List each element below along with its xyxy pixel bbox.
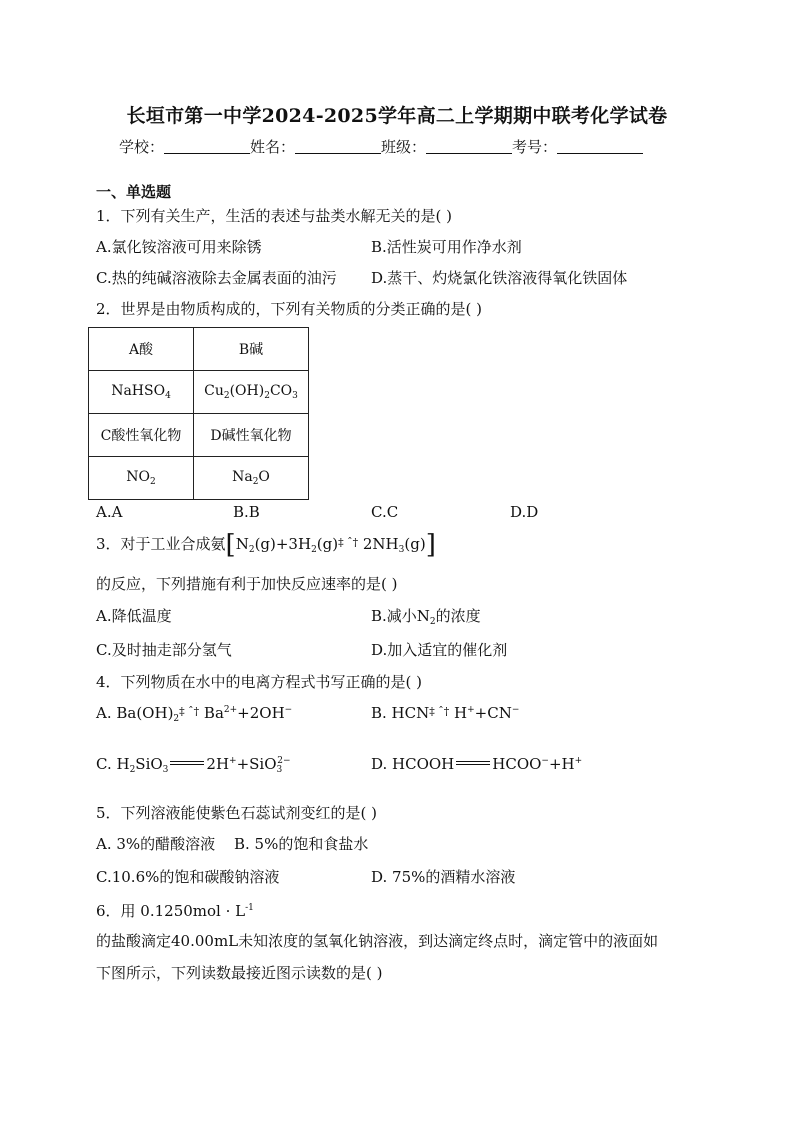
class-label: 班级： [381,138,427,156]
table-cell-acidic-oxide-header: C酸性氧化物 [89,414,194,457]
equals-arrow-icon [170,761,204,765]
q3-stem: 3．对于工业合成氨[$N_2(g)+3H_2(g)\ddagger$ ˆ† $2NH_3(g)$] [96,530,436,560]
page-title: 长垣市第一中学2024-2025学年高二上学期期中联考化学试卷 [126,105,668,127]
q1-option-d[interactable]: D.蒸干、灼烧氯化铁溶液得氧化铁固体 [371,269,628,287]
reversible-arrow-icon: ‡ ˆ† [429,705,450,718]
exam-number-blank[interactable] [557,139,643,154]
q3-equation: $N_2(g)+3H_2(g)\ddagger$ ˆ† $2NH_3(g)$ [235,535,426,555]
q6-stem-line3: 下图所示，下列读数最接近图示读数的是( ) [96,964,383,982]
q1-option-a[interactable]: A.氯化铵溶液可用来除锈 [96,238,262,256]
q4-stem: 4．下列物质在水中的电离方程式书写正确的是( ) [96,673,423,691]
q6-stem: 6．用 $0.1250mol \cdot L^{-1}$ [96,902,254,920]
table-cell-basic-oxide-header: D碱性氧化物 [194,414,309,457]
table-cell-basic-oxide-value: $Na_2O$ [194,457,309,500]
q2-stem: 2．世界是由物质构成的，下列有关物质的分类正确的是( ) [96,300,483,318]
q2-option-c[interactable]: C.C [371,503,399,521]
q3-option-d[interactable]: D.加入适宜的催化剂 [371,641,508,659]
q3-stem-continued: 的反应，下列措施有利于加快反应速率的是( ) [96,575,398,593]
q6-stem-line2: 的盐酸滴定40.00mL未知浓度的氢氧化钠溶液，到达滴定终点时，滴定管中的液面如 [96,932,659,950]
q2-option-a[interactable]: A.A [96,503,123,521]
q5-stem: 5．下列溶液能使紫色石蕊试剂变红的是( ) [96,804,378,822]
q3-option-a[interactable]: A.降低温度 [96,607,172,625]
table-cell-acid-header: A酸 [89,328,194,371]
q2-option-b[interactable]: B.B [233,503,260,521]
q5-option-c[interactable]: C.10.6%的饱和碳酸钠溶液 [96,868,280,886]
school-blank[interactable] [164,139,250,154]
q3-option-b[interactable]: B.减小$N_2$的浓度 [371,607,481,627]
q4-option-b[interactable]: B. HCN‡ ˆ† H++CN− [371,704,520,722]
school-label: 学校： [119,138,165,156]
q5-option-b[interactable]: B. 5%的饱和食盐水 [234,835,369,853]
reversible-arrow-icon: ‡ ˆ† [338,536,359,549]
name-blank[interactable] [295,139,381,154]
student-info-line [119,136,643,157]
table-cell-acidic-oxide-value: $NO_2$ [89,457,194,500]
q1-option-b[interactable]: B.活性炭可用作净水剂 [371,238,522,256]
q5-option-d[interactable]: D. 75%的酒精水溶液 [371,868,516,886]
table-cell-base-value: $Cu_2(OH)_2CO_3$ [194,371,309,414]
q4-option-c[interactable]: C. $H_2SiO_3$ 2H++SiO$_3^{2-}$ [96,755,291,775]
name-label: 姓名： [250,138,296,156]
section-heading: 一、单选题 [96,183,172,201]
equals-arrow-icon [456,761,490,765]
q2-option-d[interactable]: D.D [510,503,539,521]
q4-option-a[interactable]: A. $Ba(OH)_2\ddagger$ ˆ† $Ba^{2+}+2OH^-$ [96,704,293,724]
class-blank[interactable] [426,139,512,154]
q1-option-c[interactable]: C.热的纯碱溶液除去金属表面的油污 [96,269,337,287]
q2-classification-table [88,327,309,500]
q5-option-a[interactable]: A. 3%的醋酸溶液 [96,835,216,853]
q1-stem: 1．下列有关生产，生活的表述与盐类水解无关的是( ) [96,207,453,225]
table-cell-base-header: B碱 [194,328,309,371]
q3-option-c[interactable]: C.及时抽走部分氢气 [96,641,232,659]
q4-option-d[interactable]: D. HCOOH HCOO−+H+ [371,755,583,773]
table-cell-acid-value: NaHSO$_4$ [89,371,194,414]
reversible-arrow-icon: ‡ ˆ† [179,705,200,718]
exam-number-label: 考号： [512,138,558,156]
